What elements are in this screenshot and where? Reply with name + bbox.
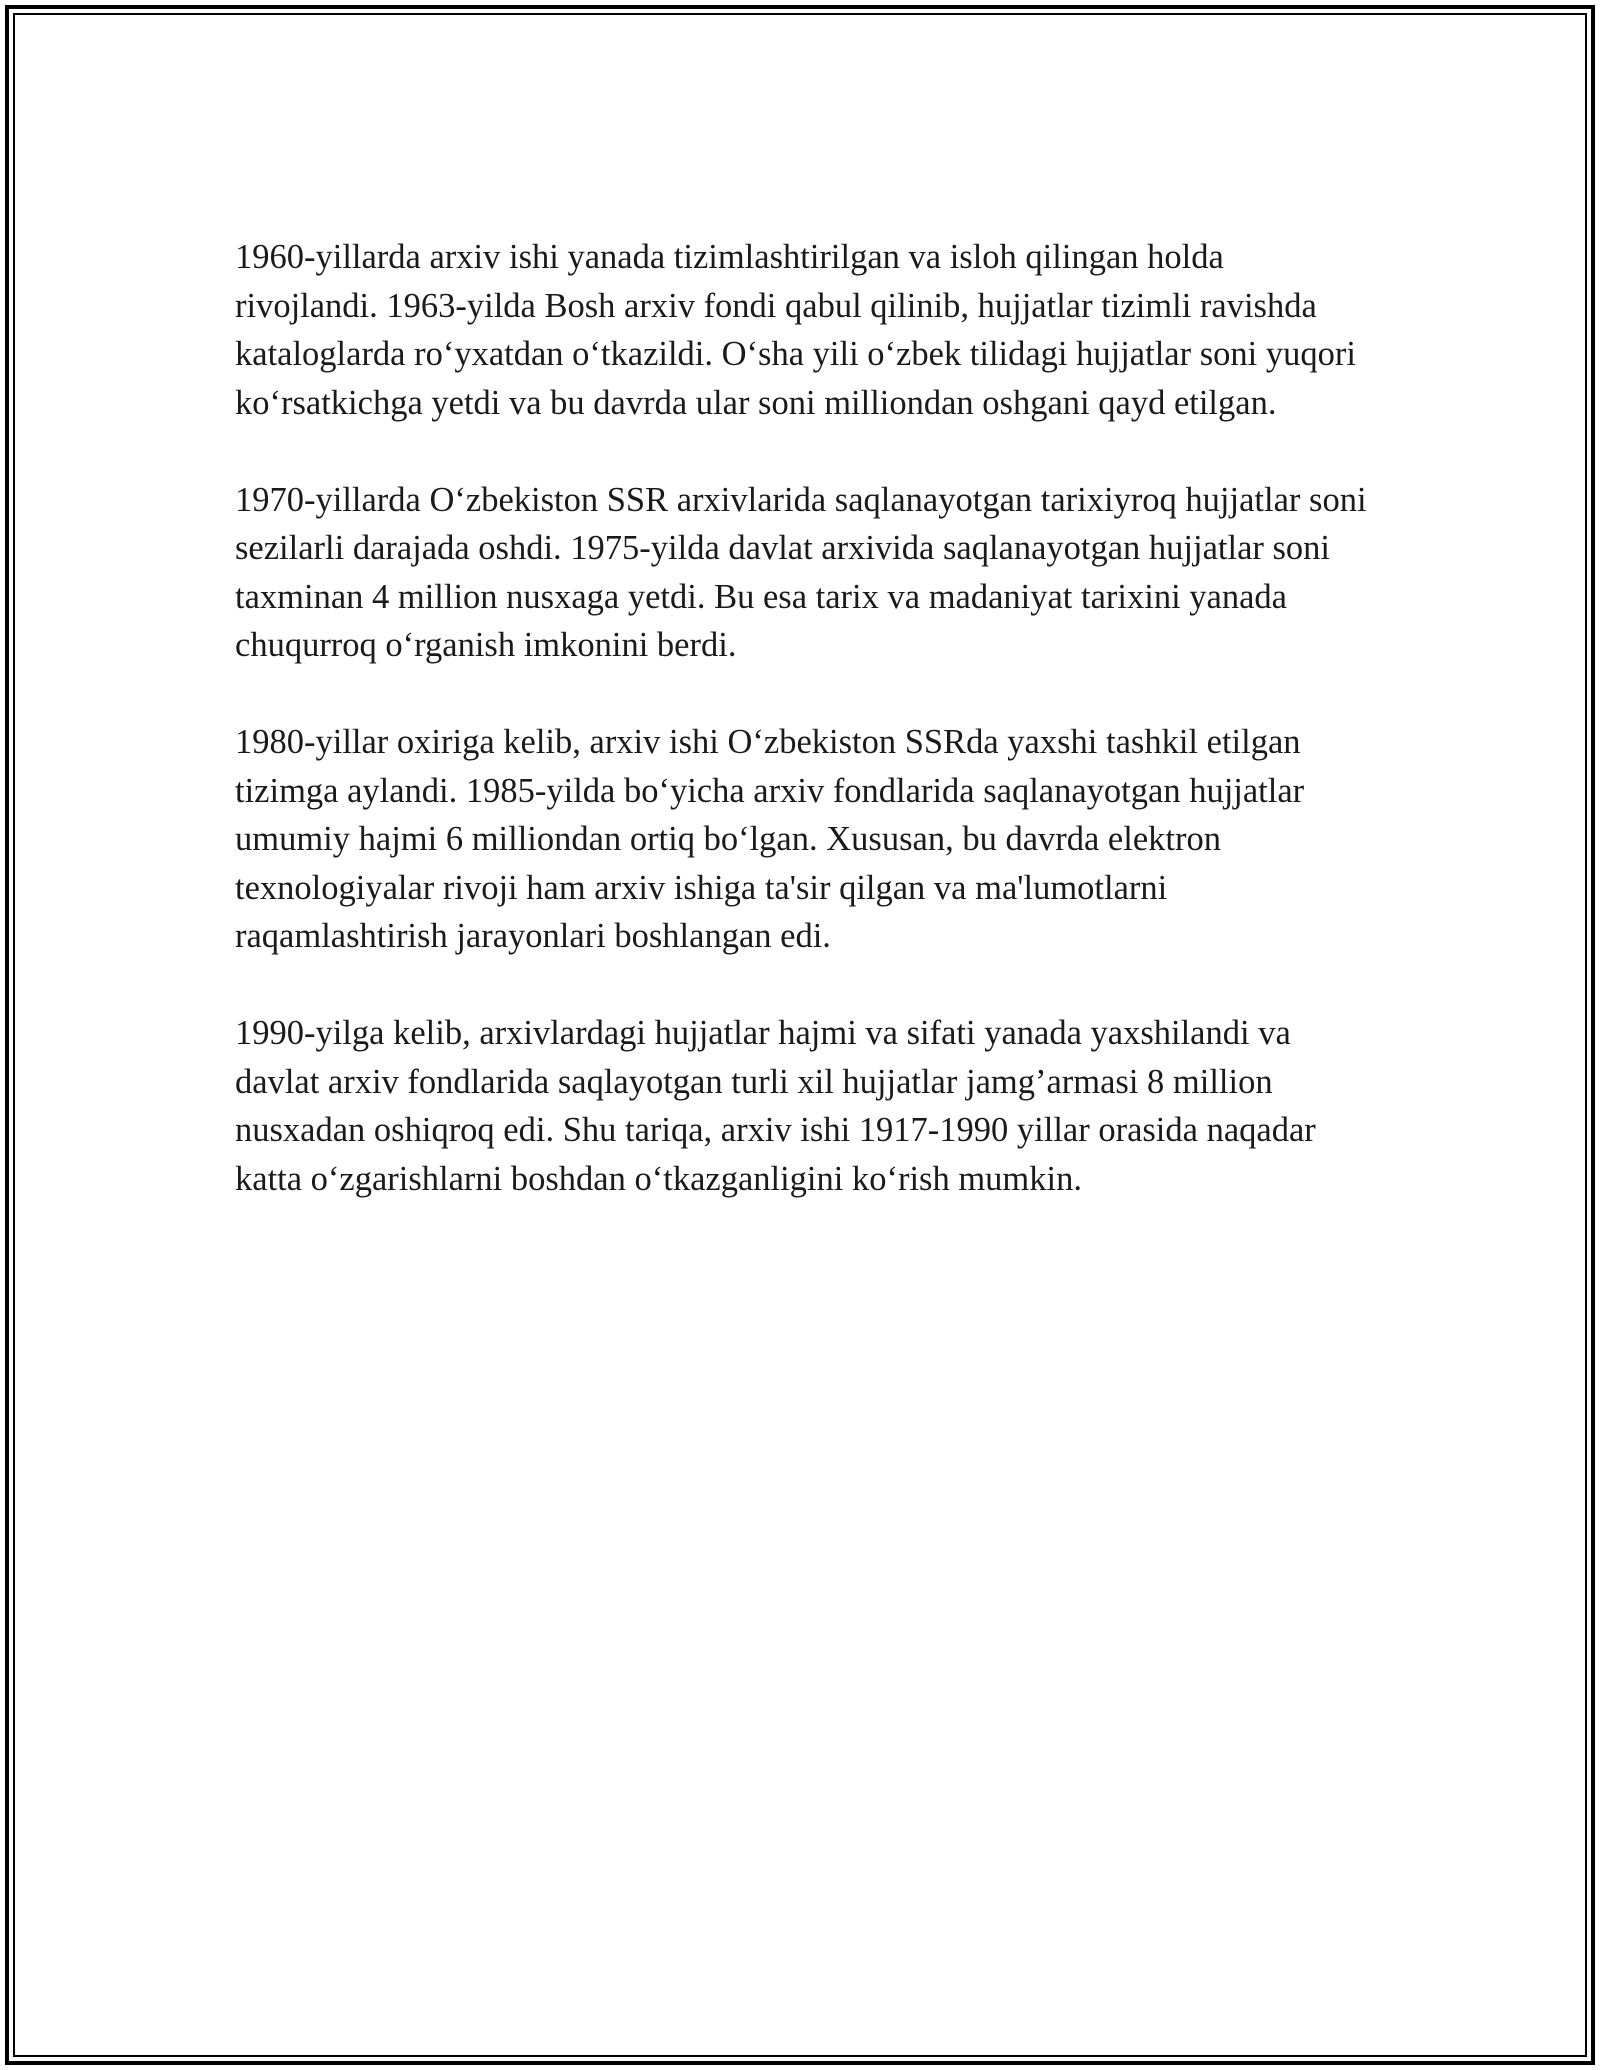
document-body (235, 233, 1375, 1252)
paragraph-1960s: 1960-yillarda arxiv ishi yanada tizimlashtirilgan va isloh qilingan holda rivojlandi. 1963-yilda Bosh arxiv fondi qabul qilinib, hujjatlar tizimli ravishda kataloglarda ro‘yxatdan o‘tkazildi. O‘sha yili o‘zbek tilidagi hujjatlar soni yuqori ko‘rsatkichga yetdi va bu davrda ular soni milliondan oshgani qayd etilgan. (235, 238, 1356, 422)
paragraph-1990s: 1990-yilga kelib, arxivlardagi hujjatlar hajmi va sifati yanada yaxshilandi va davlat arxiv fondlarida saqlayotgan turli xil hujjatlar jamg’armasi 8 million nusxadan oshiqroq edi. Shu tariqa, arxiv ishi 1917-1990 yillar orasida naqadar katta o‘zgarishlarni boshdan o‘tkazganligini ko‘rish mumkin. (235, 1014, 1316, 1198)
paragraph-1970s: 1970-yillarda O‘zbekiston SSR arxivlarida saqlanayotgan tarixiyroq hujjatlar soni sezilarli darajada oshdi. 1975-yilda davlat arxivida saqlanayotgan hujjatlar soni taxminan 4 million nusxaga yetdi. Bu esa tarix va madaniyat tarixini yanada chuqurroq o‘rganish imkonini berdi. (235, 480, 1367, 664)
paragraph-1980s: 1980-yillar oxiriga kelib, arxiv ishi O‘zbekiston SSRda yaxshi tashkil etilgan tizimga aylandi. 1985-yilda bo‘yicha arxiv fondlarida saqlanayotgan hujjatlar umumiy hajmi 6 milliondan ortiq bo‘lgan. Xususan, bu davrda elektron texnologiyalar rivoji ham arxiv ishiga ta'sir qilgan va ma'lumotlarni raqamlashtirish jarayonlari boshlangan edi. (235, 723, 1305, 955)
